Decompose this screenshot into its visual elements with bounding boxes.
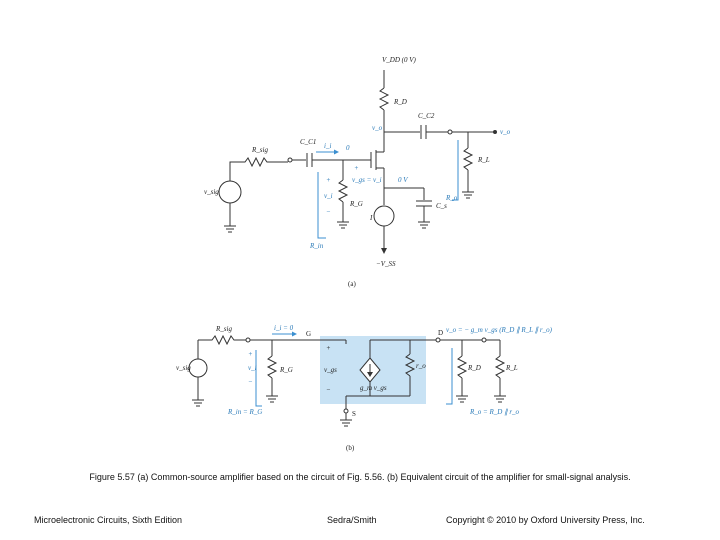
ro-label: R_o (446, 194, 458, 202)
vgs-plus-label-b: + (326, 344, 331, 352)
vi-label-b: v_i (248, 364, 257, 372)
part-a-circuit (219, 70, 497, 254)
vdd-label: V_DD (0 V) (382, 56, 416, 64)
ro-eq-label: R_o = R_D ∥ r_o (470, 408, 520, 416)
part-b-sublabel: (b) (346, 444, 355, 452)
vi-label: v_i (324, 192, 333, 200)
gate-node-label: G (306, 330, 312, 338)
rin-eq-label: R_in = R_G (228, 408, 263, 416)
rd-label: R_D (394, 98, 407, 106)
rsig-resistor (230, 158, 288, 172)
gm-label: g_m v_gs (360, 384, 387, 392)
rl-label-b: R_L (506, 364, 518, 372)
footer-book-title: Microelectronic Circuits, Sixth Edition (34, 515, 183, 525)
vi-plus-label: + (326, 176, 331, 184)
part-a-labels (204, 56, 511, 288)
current-source-label: I (370, 214, 373, 222)
rd-resistor (380, 88, 388, 110)
rg-resistor-b (268, 356, 276, 378)
rsig-resistor-b (198, 336, 246, 344)
drain-node-label: D (438, 329, 444, 337)
vsig-source (219, 181, 241, 203)
zero-current-label: 0 (346, 144, 350, 152)
rd-label-b: R_D (468, 364, 481, 372)
vss-label: −V_SS (376, 260, 396, 268)
rl-resistor (464, 148, 472, 170)
source-node-label: S (352, 410, 356, 418)
part-a-sublabel: (a) (348, 280, 356, 288)
vo-node-label: v_o (372, 124, 383, 132)
rl-resistor-b (496, 356, 504, 378)
rin-label: R_in (310, 242, 324, 250)
rg-resistor (339, 180, 347, 202)
rsig-label-b: R_sig (216, 325, 232, 333)
rg-label: R_G (350, 200, 363, 208)
vo-output-label: v_o (500, 128, 511, 136)
footer-copyright: Copyright © 2010 by Oxford University Press, Inc. (446, 515, 645, 525)
rg-label-b: R_G (280, 366, 293, 374)
vi-minus-label: − (326, 208, 331, 216)
cc2-label: C_C2 (418, 112, 435, 120)
ii-eq-label: i_i = 0 (274, 324, 294, 332)
vgs-minus-label-b: − (326, 386, 331, 394)
cc1-label: C_C1 (300, 138, 317, 146)
vi-plus-label-b: + (248, 350, 253, 358)
vo-eq-label: v_o = − g_m v_gs (R_D ∥ R_L ∥ r_o) (446, 326, 552, 334)
zero-volt-label: 0 V (398, 176, 408, 184)
rl-label: R_L (478, 156, 490, 164)
vgs-label-b: v_gs (324, 366, 337, 374)
ro-label-b: r_o (416, 362, 426, 370)
rsig-label: R_sig (252, 146, 268, 154)
current-source-i (374, 206, 394, 226)
vsig-label: v_sig (204, 188, 219, 196)
cs-label: C_s (436, 202, 447, 210)
vsig-source-b (189, 359, 207, 377)
rd-resistor-b (458, 356, 466, 378)
figure-caption: Figure 5.57 (a) Common-source amplifier based on the circuit of Fig. 5.56. (b) Equivalent circuit of the amplifier for small-signal analysis. (89, 472, 631, 482)
vsig-label-b: v_sig (176, 364, 191, 372)
vi-minus-label-b: − (248, 378, 253, 386)
footer-authors: Sedra/Smith (327, 515, 377, 525)
vgs-plus-label: + (354, 164, 359, 172)
ii-label: i_i (324, 142, 332, 150)
vgs-eq-label: v_gs = v_i (352, 176, 382, 184)
